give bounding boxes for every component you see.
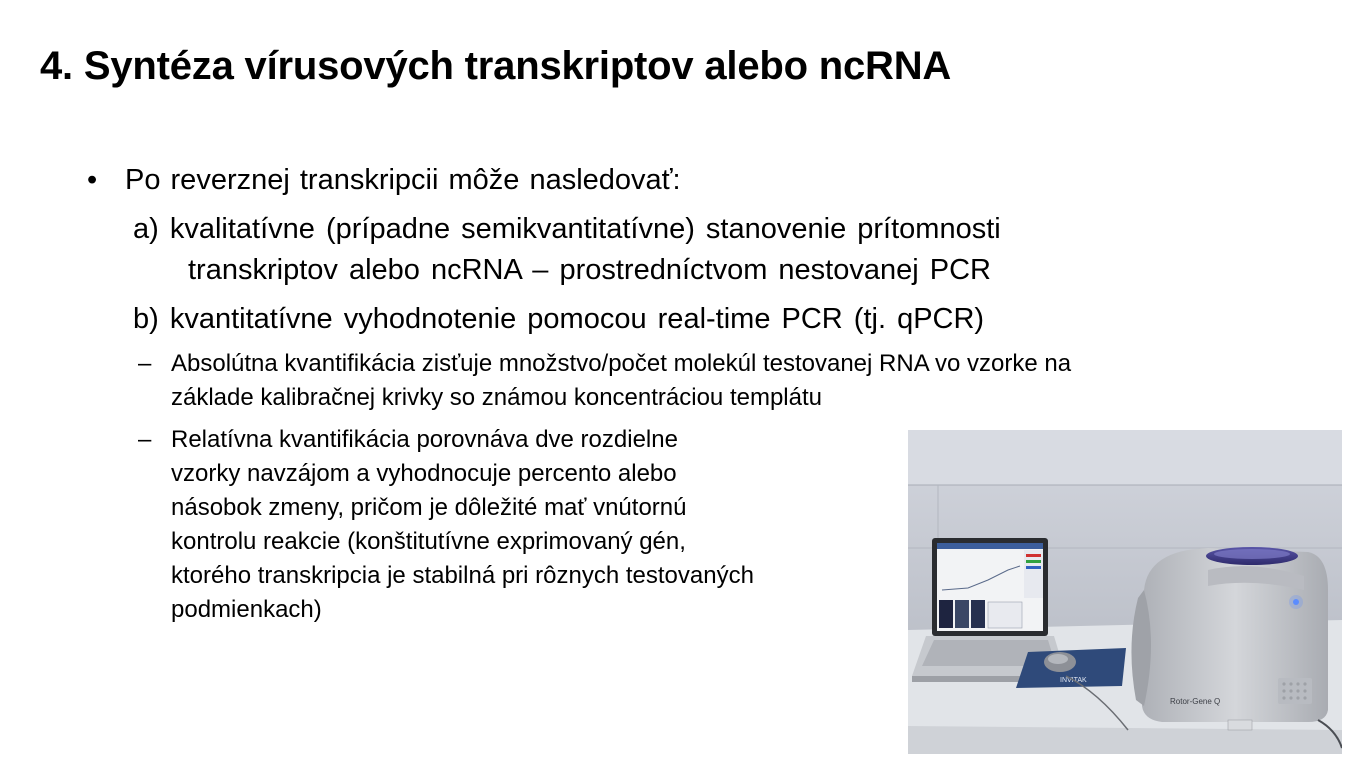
instrument-label: Rotor-Gene Q <box>1170 697 1221 706</box>
sub-item-a-line2: transkriptov alebo ncRNA – prostredníctvom nestovanej PCR <box>188 254 991 286</box>
qpcr-photo-drawing <box>908 430 1342 754</box>
dash-symbol: – <box>138 426 152 453</box>
dash-symbol: – <box>138 350 152 377</box>
main-bullet <box>87 164 681 197</box>
wall-upper-panel <box>908 430 1342 485</box>
dash-item-relative-text: Relatívna kvantifikácia porovnáva dve rozdielne vzorky navzájom a vyhodnocuje percento alebo násobok zmeny, pričom je dôležité mať vnútornú kontrolu reakcie (konštitutívne exprimovaný gén, ktorého transkripcia je stabilná pri rôznych testovaných podmienkach) <box>171 426 754 623</box>
dash-item-relative <box>138 423 898 627</box>
dash-item-absolute <box>138 347 1248 415</box>
mousepad-label: INVITAK <box>1060 677 1087 684</box>
slide-title: 4. Syntéza vírusových transkriptov alebo ncRNA <box>40 44 952 88</box>
dash-item-absolute-text: Absolútna kvantifikácia zisťuje množstvo/počet molekúl testovanej RNA vo vzorke na základe kalibračnej krivky so známou koncentráciou templátu <box>171 350 1072 411</box>
sub-item-a-line1: a) kvalitatívne (prípadne semikvantitatívne) stanovenie prítomnosti <box>133 213 1001 245</box>
bullet-symbol: • <box>87 164 98 196</box>
qpcr-photo <box>908 430 1342 754</box>
sub-item-b-line1: b) kvantitatívne vyhodnotenie pomocou real-time PCR (tj. qPCR) <box>133 303 985 335</box>
main-bullet-text: Po reverznej transkripcii môže nasledovať: <box>125 164 681 196</box>
